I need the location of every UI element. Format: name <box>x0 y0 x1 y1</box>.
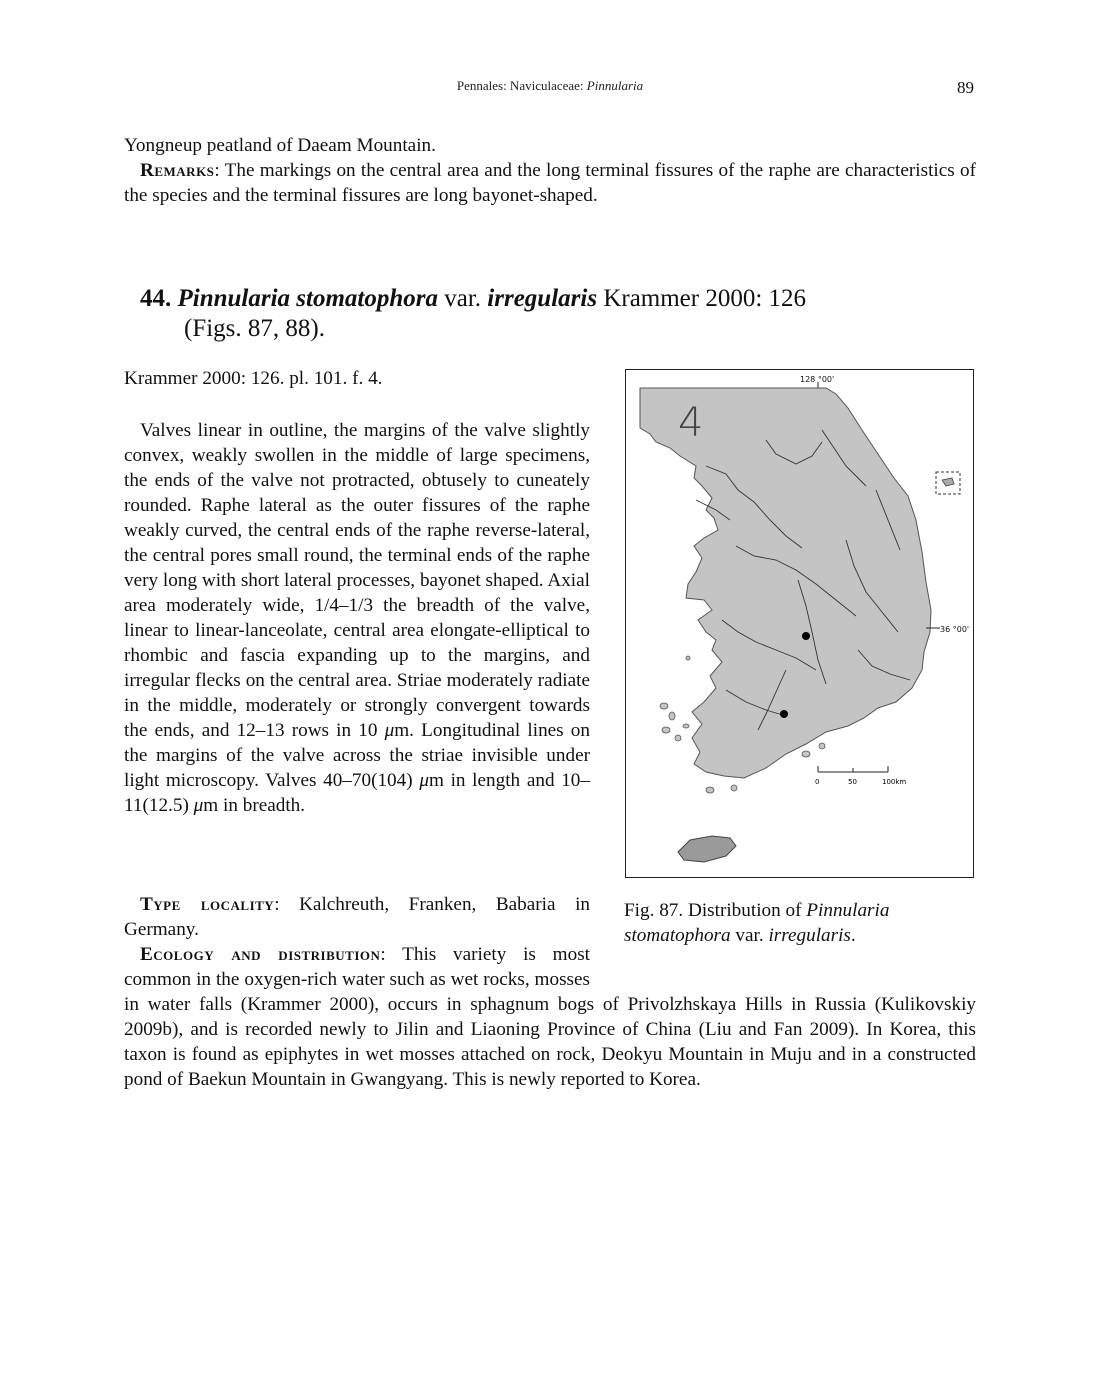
description-paragraph <box>124 418 590 818</box>
species-variety: irregularis <box>487 285 598 312</box>
description-part4: m in breadth. <box>203 795 306 816</box>
inset-island <box>942 478 954 486</box>
scale-label-0: 0 <box>815 778 820 786</box>
ecology-paragraph <box>124 942 976 1092</box>
description-part3: m in length and 10–11(12.5) <box>124 770 590 816</box>
caption-variety: irregularis <box>768 925 851 946</box>
remarks-label: Remarks <box>140 160 215 181</box>
scale-bar <box>815 766 906 786</box>
type-locality-label: Type locality <box>140 894 275 915</box>
description-part2: m. Longitudinal lines on the margins of the valve across the striae invisible under light microscopy. Valves 40–70(104) <box>124 720 590 791</box>
caption-genus: Pinnularia stomatophora <box>624 900 890 946</box>
species-figs: (Figs. 87, 88). <box>184 315 325 342</box>
locality-dot-baekun <box>780 710 788 718</box>
longitude-label: 128 °00' <box>800 375 835 384</box>
mu-symbol: μ <box>419 770 429 791</box>
species-heading-line1 <box>140 284 940 314</box>
species-authority: Krammer 2000: 126 <box>597 285 807 312</box>
figure-float-spacer <box>590 942 976 992</box>
running-head-prefix: Pennales: Naviculaceae: <box>456 78 587 93</box>
jeju-island <box>678 836 736 862</box>
type-locality-text: : Kalchreuth, Franken, Babaria in Germany. <box>124 894 591 940</box>
remarks-paragraph <box>124 158 976 208</box>
map-number-mark: 4 <box>678 400 704 446</box>
ecology-text: : This variety is most common in the oxygen-rich water such as wet rocks, mosses in water falls (Krammer 2000), occurs in sphagnum bogs of Privolzhskaya Hills in Russia (Kulikovskiy 2009b), and is recorded newly to Jilin and Liaoning Province of China (Liu and Fan 2009). In Korea, this taxon is found as epiphytes in wet mosses attached on rock, Deokyu Mountain in Muju and in a constructed pond of Baekun Mountain in Gwangyang. This is newly reported to Korea. <box>124 944 976 1090</box>
caption-end: . <box>850 925 856 946</box>
species-number: 44. <box>140 285 172 312</box>
caption-prefix: Fig. 87. Distribution of <box>624 900 807 921</box>
korea-map <box>626 370 973 877</box>
figure-caption <box>624 898 976 948</box>
species-var-word: var. <box>438 285 488 312</box>
description-part1: Valves linear in outline, the margins of the valve slightly convex, weakly swollen in the middle of large specimens, the ends of the valve not protracted, obtusely to cuneately rounded. Raphe lateral as the outer fissures of the raphe weakly curved, the central ends of the raphe reverse-lateral, the central pores small round, the terminal ends of the raphe very long with short lateral processes, bayonet shaped. Axial area moderately wide, 1/4–1/3 the breadth of the valve, linear to linear-lanceolate, central area elongate-elliptical to rhombic and fascia expanding up to the margins, and irregular flecks on the central area. Striae moderately radiate in the middle, moderately or strongly convergent towards the ends, and 12–13 rows in 10 <box>124 420 590 741</box>
korea-peninsula-shape <box>640 388 931 778</box>
type-locality-paragraph <box>124 892 590 942</box>
species-citation: Krammer 2000: 126. pl. 101. f. 4. <box>124 368 383 389</box>
mu-symbol: μ <box>384 720 395 741</box>
running-head <box>0 78 1100 94</box>
mu-symbol: μ <box>193 795 204 816</box>
caption-var: var. <box>730 925 769 946</box>
scale-label-50: 50 <box>848 778 857 786</box>
latitude-label: 36 °00' <box>940 625 970 634</box>
species-heading <box>140 284 940 344</box>
species-name: Pinnularia stomatophora <box>177 285 438 312</box>
ecology-label: Ecology and distribution <box>140 944 381 965</box>
running-head-genus: Pinnularia <box>586 78 644 93</box>
continuation-line: Yongneup peatland of Daeam Mountain. <box>124 135 436 156</box>
remarks-text: : The markings on the central area and the long terminal fissures of the raphe are characteristics of the species and the terminal fissures are long bayonet-shaped. <box>124 160 976 206</box>
continuation-paragraph <box>124 133 976 208</box>
scale-label-100km: 100km <box>882 778 907 786</box>
locality-dot-deokyu <box>802 632 810 640</box>
distribution-map <box>625 369 974 878</box>
page-number: 89 <box>957 78 974 97</box>
